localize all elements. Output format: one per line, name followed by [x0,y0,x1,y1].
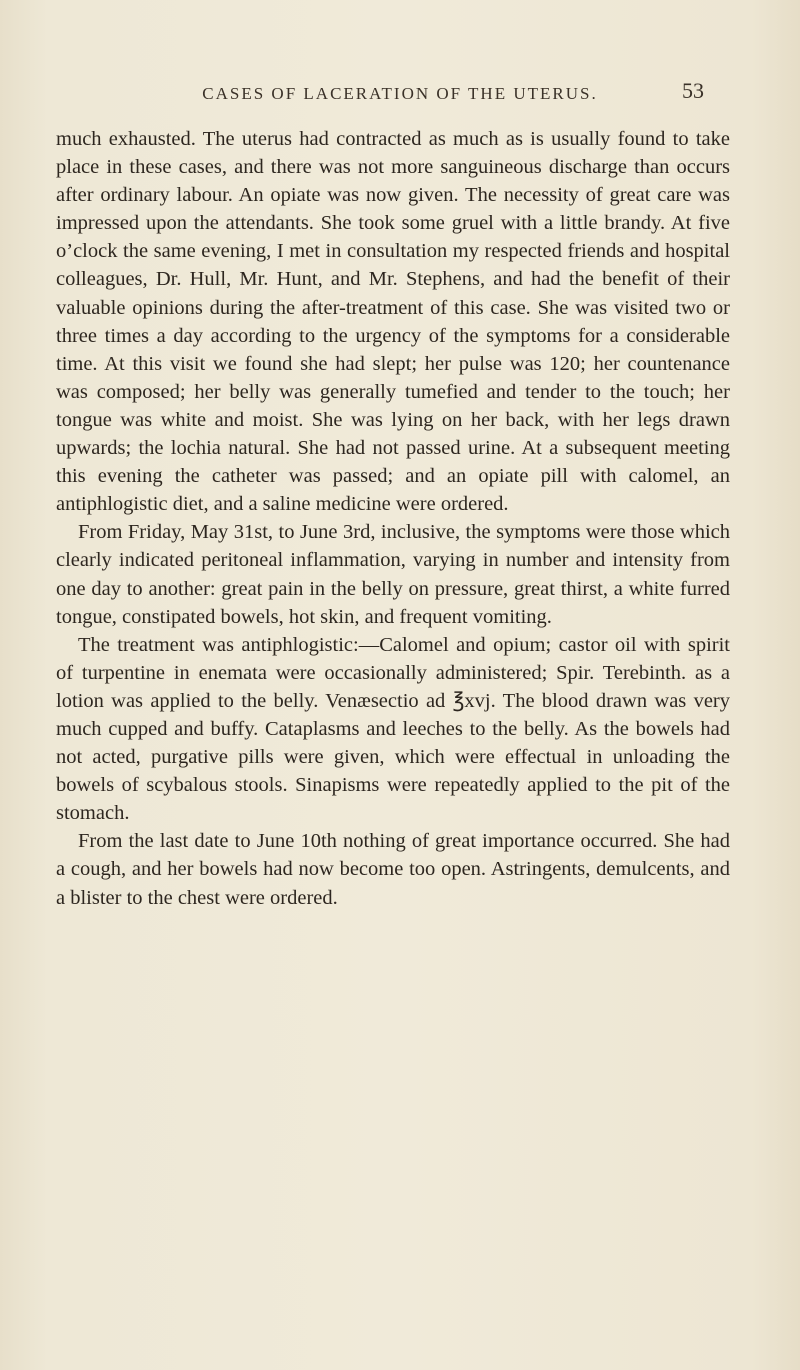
running-head: CASES OF LACERATION OF THE UTERUS. [202,84,598,103]
page-header [0,78,800,114]
paragraph-3: The treatment was antiphlogistic:—Calomel and opium; castor oil with spirit of turpentine in enemata were occasionally administered; Spir. Terebinth. as a lotion was applied to the belly. Venæsectio ad ℥xvj. The blood drawn was very much cupped and buffy. Cataplasms and leeches to the belly. As the bowels had not acted, purgative pills were given, which were effectual in unloading the bowels of scybalous stools. Sinapisms were repeatedly applied to the pit of the stomach. [56,633,730,825]
paragraph-4: From the last date to June 10th nothing of great importance occurred. She had a cough, and her bowels had now become too open. Astringents, demulcents, and a blister to the chest were ordered. [56,830,730,909]
paragraph-1: much exhausted. The uterus had contracted as much as is usually found to take place in these cases, and there was not more sanguineous discharge than occurs after ordinary labour. An opiate was now given. The necessity of great care was impressed upon the attendants. She took some gruel with a little brandy. At five o’clock the same evening, I met in consultation my respected friends and hospital colleagues, Dr. Hull, Mr. Hunt, and Mr. Stephens, and had the benefit of their valuable opinions during the after-treatment of this case. She was visited two or three times a day according to the urgency of the symptoms for a considerable time. At this visit we found she had slept; her pulse was 120; her countenance was composed; her belly was generally tumefied and tender to the touch; her tongue was white and moist. She was lying on her back, with her legs drawn upwards; the lochia natural. She had not passed urine. At a subsequent meeting this evening the catheter was passed; and an opiate pill with calomel, an antiphlogistic diet, and a saline medicine were ordered. [56,128,730,516]
paragraph-2: From Friday, May 31st, to June 3rd, inclusive, the symptoms were those which clearly indicated peritoneal inflammation, varying in number and intensity from one day to another: great pain in the belly on pressure, great thirst, a white furred tongue, constipated bowels, hot skin, and frequent vomiting. [56,521,730,628]
body-text [56,125,730,912]
page-number: 53 [682,78,704,103]
